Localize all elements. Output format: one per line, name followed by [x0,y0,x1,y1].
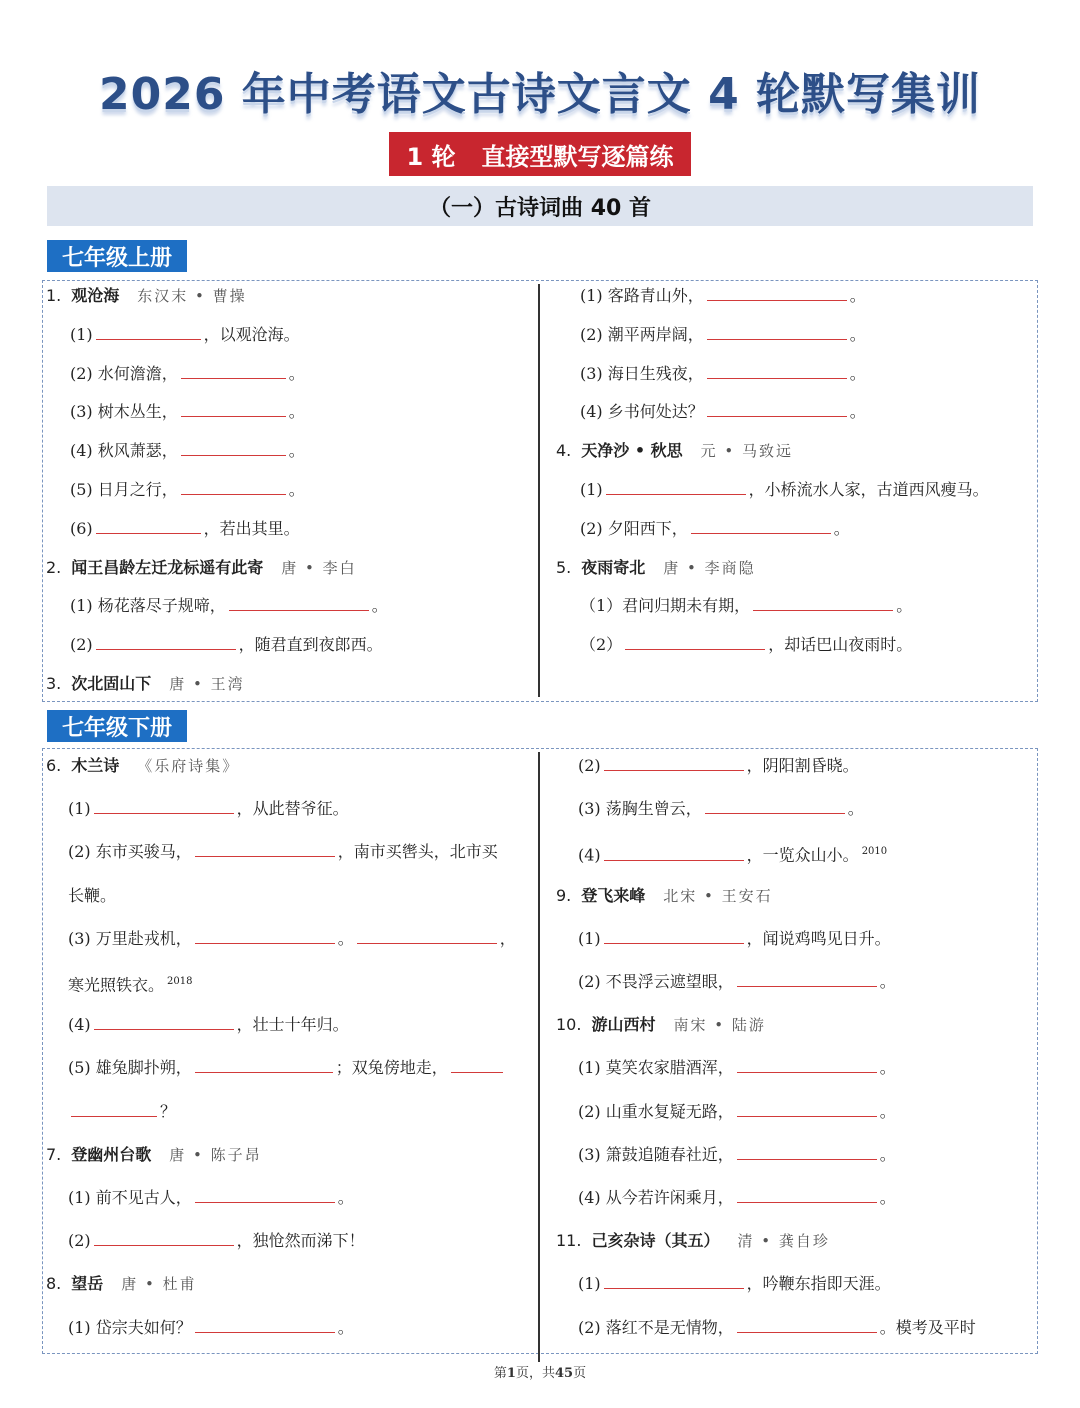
question-prompt: (2) 潮平两岸阔， [580,324,704,344]
answer-blank[interactable] [94,1015,234,1030]
question-row [580,324,866,346]
question-text: 。 [288,402,305,422]
line-text: 长鞭。 [68,885,117,905]
poem-number: 7. [46,1144,62,1164]
question-prompt: (1) 杨花落尽子规啼， [70,596,226,616]
poem-number: 2. [46,557,62,577]
poem-name: 登飞来峰 [581,885,646,905]
poem-title-row [556,440,793,462]
section-heading: （一）古诗词曲 40 首 [47,186,1033,226]
question-text: 。 [879,1144,896,1164]
question-prompt: (1) [578,1274,601,1294]
poem-author: 东汉末 • 曹操 [137,287,247,305]
question-prompt: (3) 万里赴戎机， [68,928,192,948]
question-prompt: (3) 树木丛生， [70,402,178,422]
poem-number: 11. [556,1231,582,1251]
question-text: ，南市买辔头，北市买 [337,842,498,862]
poem-title-row [556,1230,830,1252]
question-text: 。 [337,1188,354,1207]
poem-name: 观沧海 [71,286,120,305]
grade-tag-7a: 七年级上册 [47,240,187,272]
question-row [578,1187,896,1209]
answer-blank[interactable] [94,1231,234,1246]
question-prompt: (4) 秋风萧瑟， [70,441,178,461]
question-text: 。 [879,1058,896,1078]
question-row [580,518,850,540]
panel-7b [42,748,1038,1354]
poem-number: 4. [556,441,572,461]
question-prompt: (5) 日月之行， [70,480,178,499]
question-prompt: （1）君问归期未有期， [580,596,751,616]
answer-blank[interactable] [604,1274,744,1289]
question-row [68,928,516,950]
poem-name: 闻王昌龄左迁龙标遥有此寄 [71,557,264,577]
poem-author: 唐 • 李商隐 [663,558,756,577]
question-row [578,971,896,993]
poem-number: 3. [46,674,62,693]
question-prompt: (3) 箫鼓追随春社近， [578,1144,734,1164]
column-divider [538,284,540,697]
exam-year-note: 2018 [167,976,193,987]
question-text: ，却话巴山夜雨时。 [768,635,913,655]
question-row [578,755,859,777]
question-row [70,324,300,346]
poem-author: 唐 • 陈子昂 [169,1145,262,1164]
question-row [580,363,866,385]
question-text: ；双兔傍地走， [335,1058,448,1078]
page-footer [0,1362,1080,1381]
question-text: ，闻说鸡鸣见日升。 [746,928,891,948]
question-row [70,595,388,617]
answer-blank[interactable] [707,286,847,301]
question-row [580,634,912,656]
footer-text: 页，共 [515,1366,555,1381]
footer-total-pages: 45 [554,1366,574,1381]
question-prompt: (2) [70,635,93,655]
answer-blank[interactable] [737,1058,877,1073]
question-prompt: (1) [580,480,603,499]
question-text: 。 [847,799,864,819]
question-text: ？ [160,1101,177,1121]
poem-author: 唐 • 李白 [281,558,357,577]
poem-title-row [46,755,239,777]
question-text: ，独怆然而涕下！ [236,1231,365,1251]
question-prompt: (1) [68,799,91,819]
question-prompt: (2) 不畏浮云遮望眼， [578,972,734,991]
question-row [68,885,116,907]
poem-author: 唐 • 杜甫 [121,1275,197,1294]
question-text: 。 [833,518,850,538]
poem-number: 5. [556,557,572,577]
answer-blank[interactable] [357,929,497,944]
question-row [578,928,891,950]
question-row [70,634,383,656]
question-row [68,798,349,820]
question-row [70,479,305,501]
poem-name: 望岳 [71,1274,104,1294]
answer-blank[interactable] [96,325,201,340]
poem-name: 天净沙 • 秋思 [581,441,683,461]
poem-title-row [556,885,773,907]
question-text: 。 [879,1101,896,1121]
answer-blank[interactable] [707,325,847,340]
question-text: 。 [337,928,354,948]
question-row [578,1317,976,1339]
answer-blank[interactable] [181,364,286,379]
round-number: 1 轮 [406,142,456,171]
poem-author: 南宋 • 陆游 [673,1016,766,1035]
poem-number: 10. [556,1015,582,1035]
poem-title-row [46,557,357,579]
poem-name: 夜雨寄北 [581,557,646,577]
answer-blank[interactable] [737,1318,877,1333]
poem-number: 1. [46,286,62,305]
question-prompt: （2） [580,635,623,655]
footer-page-number: 1 [506,1366,516,1381]
question-text: ，随君直到夜郎西。 [238,635,383,655]
column-divider [538,752,540,1362]
question-row [580,595,912,617]
answer-blank[interactable] [195,1188,335,1203]
question-row [70,518,300,540]
question-text: 。 [879,972,896,991]
answer-blank[interactable] [707,402,847,417]
question-prompt: (1) 客路青山外， [580,286,704,305]
page-title: 2026 年中考语文古诗文言文 4 轮默写集训 [98,69,982,120]
answer-blank[interactable] [691,519,831,534]
poem-author: 《乐府诗集》 [137,757,240,775]
answer-blank[interactable] [737,1188,877,1203]
question-text: ，以观沧海。 [203,324,300,344]
question-row [70,440,305,462]
poem-name: 登幽州台歌 [71,1144,152,1164]
poem-name: 木兰诗 [71,756,120,775]
question-text: 。 [849,324,866,344]
question-text: 。 [288,441,305,461]
poem-author: 北宋 • 王安石 [663,886,773,905]
question-row [580,401,866,423]
question-prompt: (2) [68,1231,91,1251]
question-text: 。模考及平时 [879,1317,976,1337]
question-text: ，阴阳割昏晓。 [746,756,859,775]
poem-author: 清 • 龚自珍 [737,1232,830,1251]
question-prompt: (5) 雄兔脚扑朔， [68,1058,192,1078]
grade-tag-7b: 七年级下册 [47,710,187,742]
poem-number: 9. [556,885,572,905]
question-text: ，小桥流水人家，古道西风瘦马。 [748,480,989,499]
poem-number: 8. [46,1274,62,1294]
question-row [70,363,305,385]
round-banner [389,132,691,176]
answer-blank[interactable] [96,519,201,534]
question-prompt: (4) 从今若许闲乘月， [578,1188,734,1207]
question-text: 。 [337,1317,354,1337]
question-text: ，从此替爷征。 [236,799,349,819]
answer-blank[interactable] [195,1318,335,1333]
question-row [68,841,498,863]
question-row [68,1230,365,1252]
poem-author: 元 • 马致远 [700,442,794,461]
poem-title-row [46,285,247,307]
question-row [68,1057,506,1079]
question-row [68,1317,354,1339]
question-row [580,285,866,307]
answer-blank[interactable] [195,842,335,857]
question-prompt: (4) [68,1015,91,1035]
question-row [578,1144,896,1166]
exam-year-note: 2010 [861,846,888,858]
footer-text: 第 [493,1366,507,1381]
question-prompt: (1) 岱宗夫如何？ [68,1317,192,1337]
question-prompt: (2) [578,756,601,775]
question-row [578,1273,891,1295]
question-prompt: (1) 莫笑农家腊酒浑， [578,1058,734,1078]
question-prompt: (4) [578,845,601,865]
answer-blank[interactable] [604,846,744,861]
answer-blank[interactable] [737,1145,877,1160]
question-prompt: (3) 海日生残夜， [580,363,704,383]
answer-blank[interactable] [625,635,765,650]
footer-text: 页 [573,1366,587,1381]
line-text: 寒光照铁衣。 [68,975,165,995]
question-prompt: (2) 水何澹澹， [70,363,178,383]
answer-blank[interactable] [737,972,877,987]
question-prompt: (2) 东市买骏马， [68,842,192,862]
answer-blank[interactable] [94,799,234,814]
poem-title-row [556,1014,766,1036]
poem-title-row [46,673,245,695]
question-prompt: (6) [70,518,93,538]
question-prompt: (4) 乡书何处达？ [580,402,704,422]
question-text: ，壮士十年归。 [236,1015,349,1035]
question-prompt: (1) [578,928,601,948]
question-text: 。 [849,363,866,383]
answer-blank[interactable] [195,1058,333,1073]
question-prompt: (1) 前不见古人， [68,1188,192,1207]
answer-blank[interactable] [707,364,847,379]
poem-number: 6. [46,756,62,775]
question-text: 。 [371,596,388,616]
poem-name: 己亥杂诗（其五） [591,1231,720,1251]
round-name: 直接型默写逐篇练 [481,142,674,171]
question-text: 。 [849,402,866,422]
answer-blank[interactable] [181,441,286,456]
question-text: ， [499,928,516,948]
answer-blank[interactable] [753,596,893,611]
poem-name: 游山西村 [591,1015,656,1035]
question-row [580,479,989,501]
question-prompt: (2) 夕阳西下， [580,518,688,538]
question-row [578,798,864,820]
question-prompt: (1) [70,324,93,344]
question-text: 。 [849,286,866,305]
question-row [578,841,887,866]
question-row [70,401,305,423]
poem-author: 唐 • 王湾 [169,675,245,693]
answer-blank[interactable] [606,480,746,495]
question-text: ，若出其里。 [203,518,300,538]
question-text: ，一览众山小。 [746,845,859,865]
question-row [68,1187,354,1209]
question-row [578,1057,896,1079]
question-prompt: (2) 山重水复疑无路， [578,1101,734,1121]
answer-blank[interactable] [451,1058,503,1073]
question-row [68,1014,349,1036]
poem-title-row [46,1144,262,1166]
answer-blank[interactable] [705,799,845,814]
question-text: 。 [896,596,913,616]
question-prompt: (3) 荡胸生曾云， [578,799,702,819]
poem-title-row [556,557,756,579]
question-text: 。 [879,1188,896,1207]
question-row [578,1101,896,1123]
answer-blank[interactable] [181,480,286,495]
answer-blank[interactable] [737,1102,877,1117]
question-row [68,971,192,996]
answer-blank[interactable] [604,929,744,944]
answer-blank[interactable] [604,756,744,771]
poem-name: 次北固山下 [71,674,152,693]
answer-blank[interactable] [96,635,236,650]
question-text: 。 [288,480,305,499]
poem-title-row [46,1273,197,1295]
answer-blank[interactable] [229,596,369,611]
answer-blank[interactable] [181,402,286,417]
question-text: ，吟鞭东指即天涯。 [746,1274,891,1294]
answer-blank[interactable] [195,929,335,944]
question-prompt: (2) 落红不是无情物， [578,1317,734,1337]
answer-blank[interactable] [71,1102,157,1117]
question-text: 。 [288,363,305,383]
question-row [68,1101,176,1123]
